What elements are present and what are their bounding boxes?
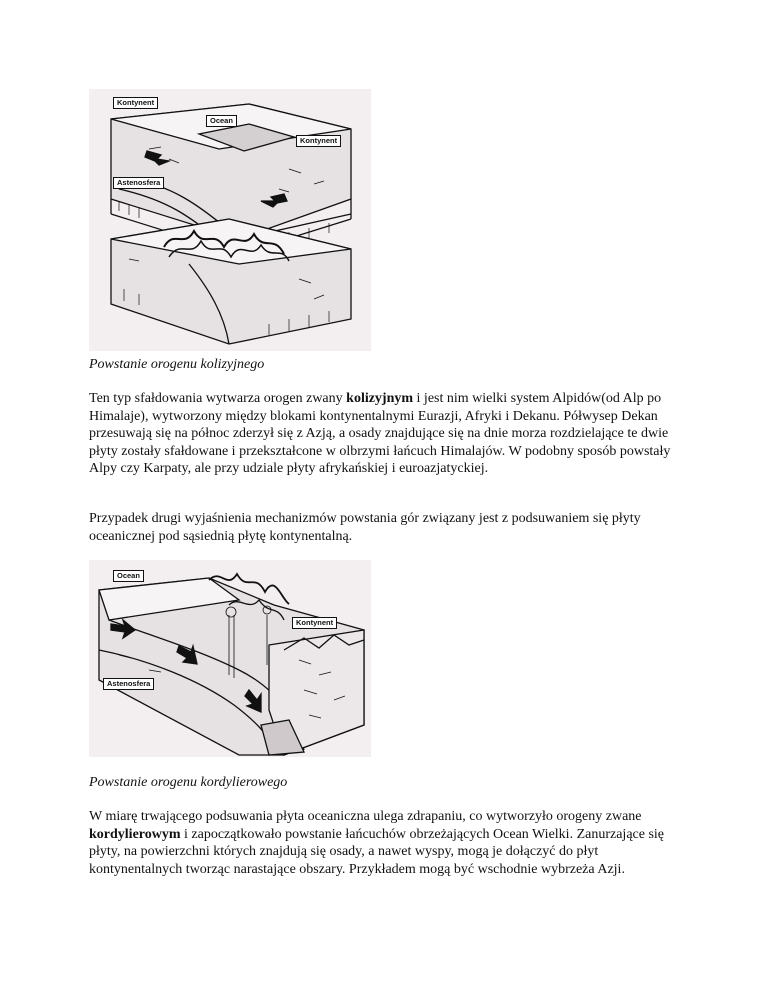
paragraph-cordilleran <box>89 808 679 878</box>
collision-diagram <box>89 89 371 351</box>
cordilleran-diagram <box>89 560 371 757</box>
label-continent-2: Kontynent <box>292 617 337 629</box>
paragraph-cordilleran-part2: i zapoczątkowało powstanie łańcuchów obrzeżających Ocean Wielki. Zanurzające się płyty, na powierzchni których znajdują się osady, a nawet wyspy, mogą je dołączyć do płyt kontynentalnych tworząc narastające obszary. Przykładem mogą być wschodnie wybrzeża Azji. <box>89 826 665 877</box>
label-asthenosphere-2: Astenosfera <box>103 678 154 690</box>
label-continent-left: Kontynent <box>113 97 158 109</box>
paragraph-cordilleran-bold: kordylierowym <box>89 826 181 842</box>
paragraph-subduction-intro: Przypadek drugi wyjaśnienia mechanizmów powstania gór związany jest z podsuwaniem się płyty oceanicznej pod sąsiednią płytę kontynentalną. <box>89 511 641 544</box>
label-ocean: Ocean <box>206 115 237 127</box>
paragraph-cordilleran-part1: W miarę trwającego podsuwania płyta oceaniczna ulega zdrapaniu, co wytworzyło orogeny zwane <box>89 809 642 824</box>
caption-cordilleran: Powstanie orogenu kordylierowego <box>89 775 288 790</box>
label-ocean-2: Ocean <box>113 570 144 582</box>
paragraph-collision-part1: Ten typ sfałdowania wytwarza orogen zwany <box>89 391 347 406</box>
figure-collision-orogen <box>89 89 371 351</box>
paragraph-collision-part2: i jest nim wielki system Alpidów(od Alp po Himalaje), wytworzony między blokami kontynentalnymi Eurazji, Afryki i Dekanu. Półwysep Dekan przesuwają się na północ zderzył się z Azją, a osady znajdujące się na dnie morza rozdzielające te dwie płyty zostały sfałdowane i przekształcone w olbrzymi łańcuch Himalajów. W podobny sposób powstały Alpy czy Karpaty, ale przy udziale płyty afrykańskiej i euroazjatyckiej. <box>89 391 671 476</box>
label-asthenosphere: Astenosfera <box>113 177 164 189</box>
paragraph-collision <box>89 390 679 478</box>
paragraph-collision-bold: kolizyjnym <box>346 391 414 406</box>
caption-collision: Powstanie orogenu kolizyjnego <box>89 357 265 372</box>
label-continent-right: Kontynent <box>296 135 341 147</box>
figure-cordilleran-orogen <box>89 560 371 757</box>
